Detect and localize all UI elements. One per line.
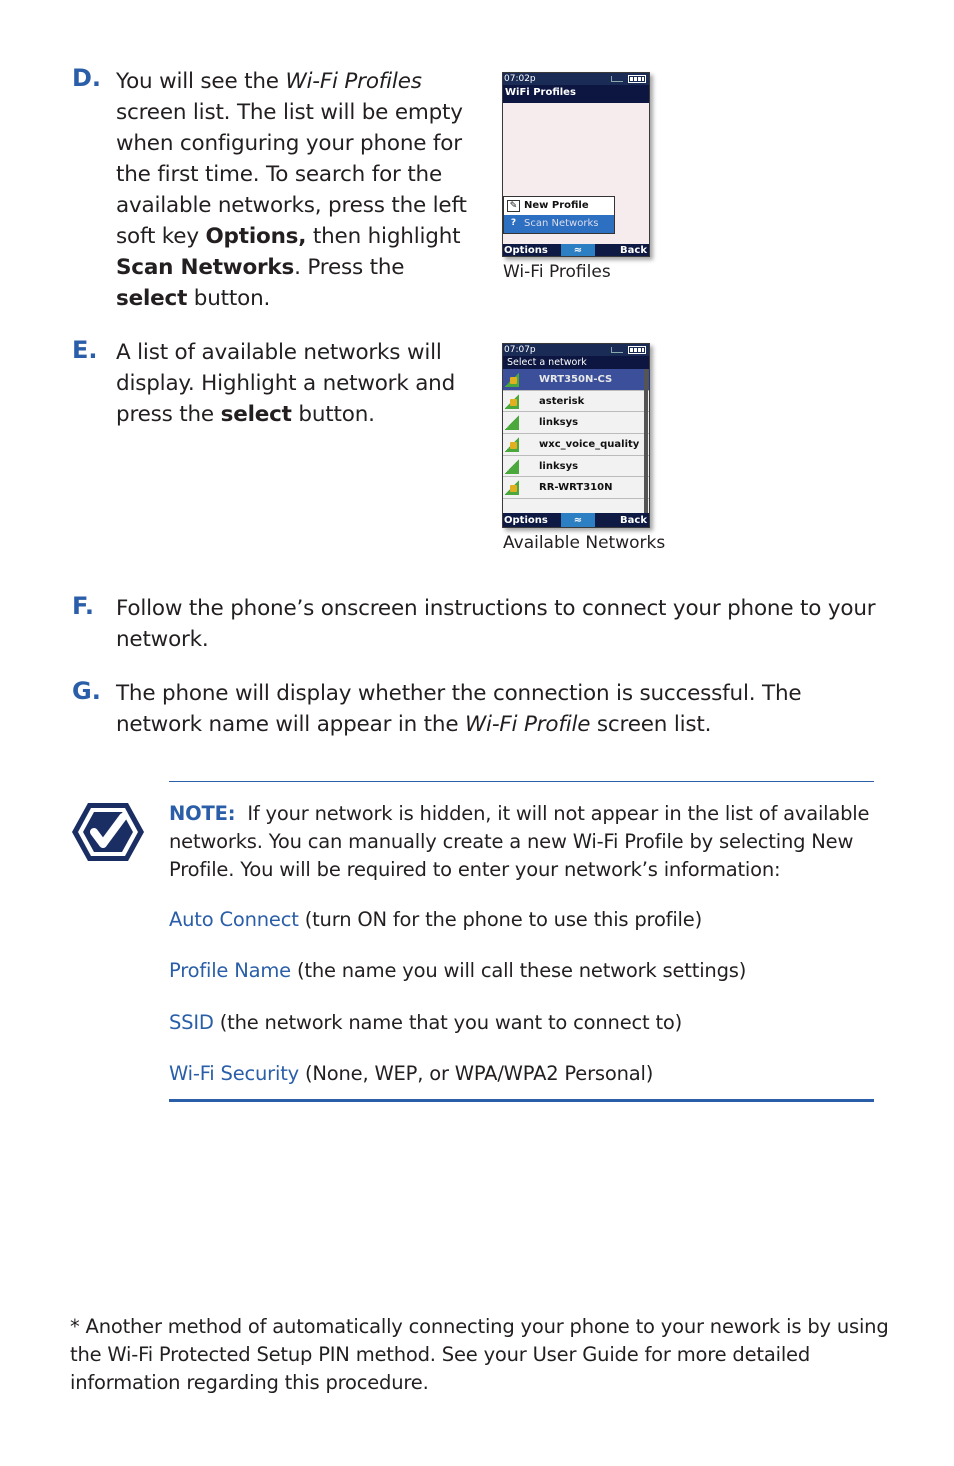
setting-ssid: SSID (the network name that you want to connect to) <box>169 1011 683 1034</box>
network-row: wxc_voice_quality <box>503 434 649 456</box>
checkmark-icon <box>70 801 146 863</box>
setting-profile-name: Profile Name (the name you will call these network settings) <box>169 959 747 982</box>
network-row: WRT350N-CS <box>503 369 649 391</box>
phone-screen-title: Select a network <box>503 356 649 369</box>
step-letter-e: E. <box>72 336 98 364</box>
lock-icon <box>510 442 517 449</box>
step-letter-g: G. <box>72 677 101 705</box>
phone-softkey-bar <box>503 244 649 257</box>
phone-screen-title: WiFi Profiles <box>503 85 649 103</box>
battery-icon <box>628 75 646 83</box>
phone-softkey-bar <box>503 513 649 528</box>
step-f-text: Follow the phone’s onscreen instructions to connect your phone to your network. <box>116 596 876 652</box>
softkey-options: Options <box>504 515 548 526</box>
network-row: linksys <box>503 456 649 478</box>
signal-icon <box>611 76 623 82</box>
caption-wifi-profiles: Wi-Fi Profiles <box>503 262 611 282</box>
phone-status-bar <box>503 73 649 85</box>
network-row: linksys <box>503 412 649 434</box>
note-bottom-rule <box>169 1099 874 1102</box>
phone-status-bar <box>503 344 649 356</box>
network-row: asterisk <box>503 391 649 413</box>
step-e-text: A list of available networks will display. Highlight a network and press the select button. <box>116 340 456 427</box>
wifi-icon: ≈ <box>561 513 595 528</box>
footnote: * Another method of automatically connecting your phone to your nework is by using the Wi-Fi Protected Setup PIN method. See your User Guide for more detailed information regarding this procedure. <box>70 1315 889 1394</box>
wifi-signal-icon <box>505 415 519 430</box>
note-label: NOTE: <box>169 802 236 825</box>
scrollbar <box>644 369 648 513</box>
help-question-icon: ? <box>510 218 517 228</box>
profiles-list-empty <box>503 103 649 244</box>
setting-wifi-security: Wi-Fi Security (None, WEP, or WPA/WPA2 Personal) <box>169 1062 654 1085</box>
new-profile-icon: ✎ <box>507 200 520 212</box>
caption-available-networks: Available Networks <box>503 533 666 553</box>
lock-icon <box>510 485 517 492</box>
lock-icon <box>510 399 517 406</box>
available-networks-screenshot <box>502 343 650 528</box>
step-letter-f: F. <box>72 592 94 620</box>
softkey-options: Options <box>504 245 548 256</box>
note-paragraph: NOTE: If your network is hidden, it will not appear in the list of available networks. You can manually create a new Wi-Fi Profile by selecting New Profile. You will be required to enter your network’s information: <box>169 802 870 881</box>
softkey-back: Back <box>620 515 647 526</box>
phone-time: 07:07p <box>504 345 536 355</box>
note-top-rule <box>169 781 874 782</box>
menu-item-new-profile: ✎ New Profile <box>504 197 614 215</box>
wifi-signal-icon <box>505 459 519 474</box>
signal-icon <box>611 347 623 353</box>
wifi-icon: ≈ <box>561 244 595 257</box>
menu-item-scan-networks: ? Scan Networks <box>504 215 614 233</box>
softkey-back: Back <box>620 245 647 256</box>
wifi-profiles-screenshot <box>502 72 650 257</box>
phone-time: 07:02p <box>504 74 536 84</box>
setting-auto-connect: Auto Connect (turn ON for the phone to use this profile) <box>169 908 702 931</box>
network-row: RR-WRT310N <box>503 477 649 499</box>
battery-icon <box>628 346 646 354</box>
network-list <box>503 369 649 513</box>
step-letter-d: D. <box>72 64 102 92</box>
step-d-text: You will see the Wi-Fi Profiles screen list. The list will be empty when configuring your phone for the first time. To search for the available networks, press the left soft key Options, then highlight Scan Networks. Press the select button. <box>116 69 467 311</box>
options-menu <box>503 196 615 234</box>
lock-icon <box>510 377 517 384</box>
step-g-text: The phone will display whether the connection is successful. The network name will appear in the Wi-Fi Profile screen list. <box>116 681 802 737</box>
